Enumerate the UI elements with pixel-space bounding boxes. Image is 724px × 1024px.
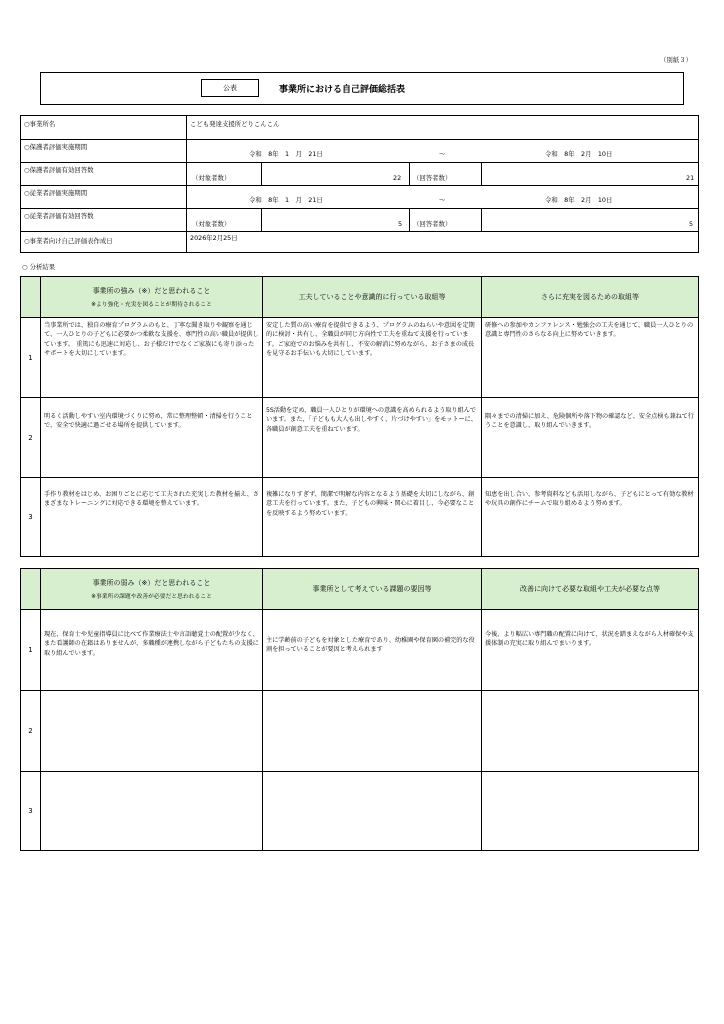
strength-improvement-cell: 研修への参加やカンファレンス・勉強会の工夫を通じて、職員一人ひとりの意識と専門性のさらなる向上に努めていきます。 bbox=[485, 322, 694, 339]
guardian-answer-label: （回答者数） bbox=[413, 174, 452, 182]
weaknesses-header-1 bbox=[41, 569, 262, 609]
weaknesses-header-3: 改善に向けて必要な取組や工夫が必要な点等 bbox=[520, 585, 660, 593]
weakness-cell bbox=[41, 772, 262, 850]
staff-period-start: 令和 8年 1 月 21日 bbox=[249, 196, 323, 204]
strength-effort-cell: 安定した質の高い療育を提供できるよう、プログラムのねらいや意図を定期的に検討・共有し、全職員が同じ方向性で工夫を重ねて支援を行っています。ご家庭でのお悩みを共有し、不安の解消に努めながら、お子さまの成長を見守るお手伝いも大切にしています。 bbox=[266, 322, 475, 357]
strengths-header-1 bbox=[41, 277, 262, 317]
staff-period-label: ○従業者評価実施期間 bbox=[24, 189, 88, 197]
guardian-period-label: ○保護者評価実施期間 bbox=[24, 143, 88, 151]
staff-target-label: （対象者数） bbox=[192, 220, 231, 228]
strength-row-number: 2 bbox=[28, 433, 33, 442]
strengths-header-1-main: 事業所の強み（※）だと思われること bbox=[92, 287, 211, 295]
weakness-improvement-cell bbox=[482, 691, 698, 771]
strength-improvement-cell: 隅々までの清掃に加え、危険個所や落下物の確認など、安全点検も兼ねて行うことを意識し、取り組んでいきます。 bbox=[485, 413, 694, 430]
strength-effort-cell: 複雑になりすぎず、簡潔で明解な内容となるよう基礎を大切にしながら、創意工夫を行っています。また、子どもの興味・関心に着目し、今必要なことを反映するよう努めています。 bbox=[266, 491, 475, 517]
staff-period-end: 令和 8年 2月 10日 bbox=[545, 196, 613, 204]
created-date-label: ○事業者向け自己評価表作成日 bbox=[24, 237, 113, 245]
weakness-cause-cell bbox=[263, 772, 481, 850]
office-name-value: こども発達支援所どりこんこん bbox=[190, 120, 280, 128]
staff-answer-value: 5 bbox=[689, 220, 694, 228]
guardian-period-tilde: ～ bbox=[439, 150, 446, 158]
weaknesses-header-2: 事業所として考えている課題の要因等 bbox=[312, 585, 432, 593]
strength-cell: 手作り教材をはじめ、お困りごとに応じて工夫された充実した教材を揃え、さまざまなトレーニングに対応できる環境を整えています。 bbox=[44, 491, 259, 508]
weakness-row-number: 2 bbox=[28, 727, 33, 735]
weakness-improvement-cell: 今後、より幅広い専門職の配置に向けて、状況を踏まえながら人材確保や支援体制の充実に取り組んでまいります。 bbox=[485, 631, 694, 648]
guardian-period-start: 令和 8年 1 月 21日 bbox=[249, 150, 323, 158]
weakness-row-number: 1 bbox=[28, 646, 33, 654]
staff-target-value: 5 bbox=[398, 220, 403, 228]
strength-cell: 当事業所では、独自の療育プログラムのもと、丁寧な聞き取りや観察を通じて、一人ひとりの子どもに必要かつ柔軟な支援を、専門性の高い職員が提供しています。 重篤にも迅速に対応し、お子様だけでなくご家族にも寄り添ったサポートを大切にしています。 bbox=[44, 322, 259, 357]
office-name-label: ○事業所名 bbox=[24, 120, 56, 128]
staff-answer-label: （回答者数） bbox=[413, 220, 452, 228]
guardian-answer-value: 21 bbox=[686, 174, 695, 182]
weaknesses-header-1-main: 事業所の弱み（※）だと思われること bbox=[92, 579, 211, 587]
weakness-cell bbox=[41, 691, 262, 771]
strength-row-number: 1 bbox=[28, 353, 33, 362]
guardian-period-end: 令和 8年 2月 10日 bbox=[545, 150, 613, 158]
weakness-row-number: 3 bbox=[28, 807, 33, 815]
strength-effort-cell: 5S活動を定め、職員一人ひとりが環境への意識を高められるよう取り組んでいます。また、「子どもも大人も出しやすく、片づけやすい」をモットーに、各職員が創意工夫を重ねています。 bbox=[266, 407, 477, 433]
weakness-cause-cell bbox=[263, 691, 481, 771]
info-table bbox=[20, 115, 699, 253]
analysis-label: ○ 分析結果 bbox=[22, 263, 56, 271]
weaknesses-table bbox=[20, 568, 699, 851]
strengths-header-3: さらに充実を図るための取組等 bbox=[541, 293, 639, 301]
created-date-value: 2026年2月25日 bbox=[190, 234, 238, 242]
strengths-header-1-sub: ※より強化・充実を図ることが期待されること bbox=[91, 302, 212, 308]
strengths-table bbox=[20, 276, 699, 557]
strength-improvement-cell: 知恵を出し合い、参考資料なども活用しながら、子どもにとって有効な教材や玩具の創作にチームで取り組めるよう努めます。 bbox=[485, 491, 694, 508]
guardian-target-label: （対象者数） bbox=[192, 174, 231, 182]
strength-cell: 明るく活動しやすい室内環境づくりに努め、常に整理整頓・清掃を行うことで、安全で快適に過ごせる場所を提供しています。 bbox=[44, 413, 253, 430]
page-title: 事業所における自己評価総括表 bbox=[279, 85, 406, 95]
public-badge: 公表 bbox=[201, 79, 259, 97]
guardian-responses-label: ○保護者評価有効回答数 bbox=[24, 166, 94, 174]
staff-responses-label: ○従業者評価有効回答数 bbox=[24, 212, 94, 220]
attachment-label: （別紙３） bbox=[660, 56, 692, 64]
weakness-cell: 現在、保育士や児童指導員に比べて作業療法士や言語聴覚士の配置が少なく、また看護師の在籍はありませんが、多職種が連携しながら子どもたちの支援に取り組んでいます。 bbox=[44, 631, 259, 657]
weakness-cause-cell: 主に学齢前の子どもを対象とした療育であり、幼稚園や保育園の補完的な役割を担っていることが要因と考えられます bbox=[266, 637, 475, 654]
title-box bbox=[40, 72, 684, 105]
strengths-header-2: 工夫していることや意識的に行っている取組等 bbox=[298, 293, 446, 301]
staff-period-tilde: ～ bbox=[439, 196, 446, 204]
strength-row-number: 3 bbox=[28, 513, 33, 521]
guardian-target-value: 22 bbox=[393, 174, 402, 182]
weakness-improvement-cell bbox=[482, 772, 698, 850]
weaknesses-header-1-sub: ※事業所の課題や改善が必要だと思われること bbox=[91, 594, 212, 600]
